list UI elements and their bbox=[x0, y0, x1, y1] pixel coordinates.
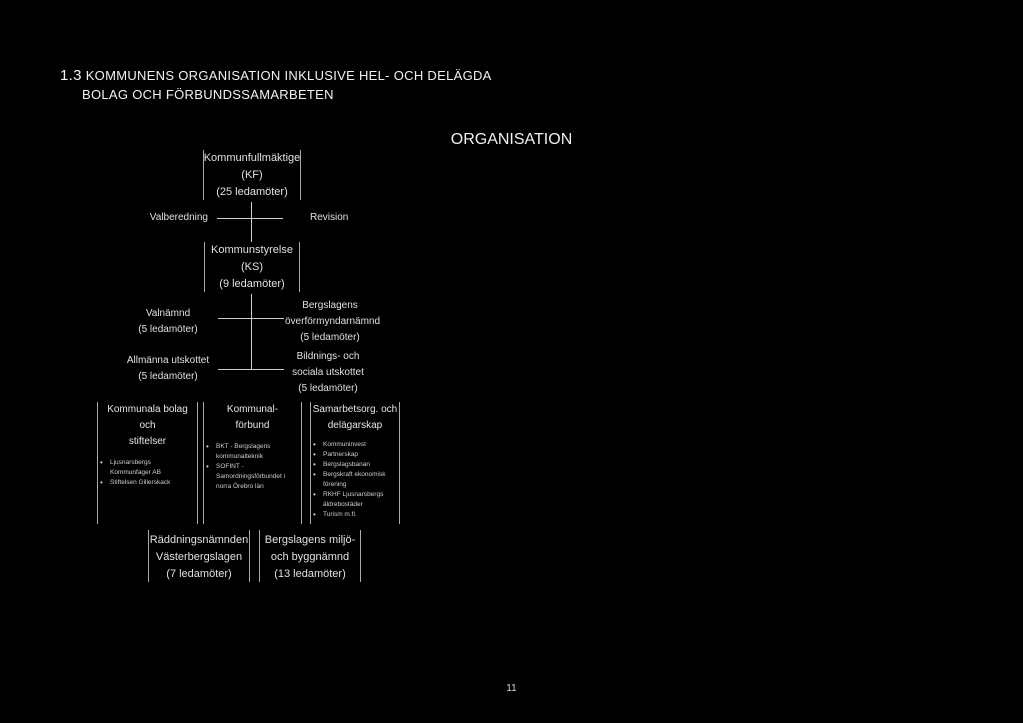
utskott-connector bbox=[218, 369, 284, 370]
list-item: • Partnerskap bbox=[311, 450, 399, 460]
list-item: • SOFINT - bbox=[204, 462, 301, 472]
list-item: äldrebostäder bbox=[323, 501, 363, 508]
kf-ks-connector bbox=[251, 202, 252, 242]
section-number: 1.3 bbox=[60, 67, 82, 84]
ks-line3: (9 ledamöter) bbox=[219, 278, 285, 290]
chart-title: ORGANISATION bbox=[450, 131, 573, 148]
overformyndar-line1: Bergslagens bbox=[302, 300, 358, 311]
bolag-title-line2: stiftelser bbox=[128, 436, 167, 447]
samarbete-list bbox=[311, 440, 399, 520]
bolag-list bbox=[98, 458, 197, 488]
raddning-line1: Räddningsnämnden bbox=[149, 534, 249, 546]
list-item: Samordningsförbundet i bbox=[216, 473, 286, 480]
raddning-line3: (7 ledamöter) bbox=[166, 568, 232, 580]
miljo-line1: Bergslagens miljö- bbox=[264, 534, 356, 546]
list-item: förening bbox=[323, 481, 347, 488]
bildning-line2: sociala utskottet bbox=[292, 367, 364, 378]
samarbete-title bbox=[311, 402, 399, 434]
forbund-title bbox=[204, 402, 301, 434]
ks-line1: Kommunstyrelse bbox=[211, 244, 293, 256]
forbund-title-line2: förbund bbox=[235, 420, 270, 431]
list-item: Kommunfager AB bbox=[110, 469, 161, 476]
section-heading bbox=[60, 66, 492, 104]
list-item: norra Örebro län bbox=[216, 483, 264, 490]
allmanna-line2: (5 ledamöter) bbox=[138, 371, 198, 382]
forbund-list bbox=[204, 442, 301, 492]
list-item: • Bergslagsbanan bbox=[311, 460, 399, 470]
kf-line3: (25 ledamöter) bbox=[216, 186, 288, 198]
valnamnd-line2: (5 ledamöter) bbox=[138, 324, 198, 335]
kf-node bbox=[203, 150, 301, 201]
samarbete-title-line2: delägarskap bbox=[327, 420, 383, 431]
list-item: • Stiftelsen Gillerskack bbox=[98, 478, 197, 488]
allmanna-line1: Allmänna utskottet bbox=[126, 355, 210, 366]
valnamnd-line1: Valnämnd bbox=[145, 308, 191, 319]
raddning-node bbox=[148, 532, 250, 583]
bolag-column bbox=[97, 402, 198, 524]
list-item: • RKHF Ljusnarsbergs bbox=[311, 490, 399, 500]
list-item: • BKT - Bergslagens bbox=[204, 442, 301, 452]
valnamnd-connector bbox=[218, 318, 284, 319]
forbund-title-line1: Kommunal- bbox=[226, 404, 279, 415]
kf-line1: Kommunfullmäktige bbox=[203, 152, 301, 164]
allmanna-node bbox=[118, 353, 218, 385]
bildning-line1: Bildnings- och bbox=[296, 351, 360, 362]
bolag-title-line1: Kommunala bolag och bbox=[107, 404, 188, 431]
ks-node bbox=[204, 242, 300, 293]
overformyndar-line2: överförmyndarnämnd bbox=[285, 316, 381, 327]
samarbete-title-line1: Samarbetsorg. och bbox=[312, 404, 398, 415]
bildning-node bbox=[286, 349, 370, 397]
ks-trunk-connector bbox=[251, 294, 252, 370]
bildning-line3: (5 ledamöter) bbox=[298, 383, 358, 394]
miljo-line2: och byggnämnd bbox=[270, 551, 350, 563]
valberedning-node: Valberedning bbox=[149, 212, 208, 223]
list-item: • Turism m.fl. bbox=[311, 510, 399, 520]
kf-line2: (KF) bbox=[241, 169, 263, 181]
ks-line2: (KS) bbox=[241, 261, 263, 273]
list-item: • Bergskraft ekonomisk bbox=[311, 470, 399, 480]
valnamnd-node bbox=[128, 306, 208, 338]
miljo-line3: (13 ledamöter) bbox=[274, 568, 346, 580]
list-item: • Ljusnarsbergs bbox=[98, 458, 197, 468]
overformyndar-node bbox=[285, 298, 381, 346]
valberedning-revision-connector bbox=[217, 218, 283, 219]
list-item: • Kommuninvest bbox=[311, 440, 399, 450]
samarbete-column bbox=[310, 402, 400, 524]
bolag-title bbox=[98, 402, 197, 450]
miljo-node bbox=[259, 532, 361, 583]
forbund-column bbox=[203, 402, 302, 524]
page-number: 11 bbox=[506, 683, 517, 694]
overformyndar-line3: (5 ledamöter) bbox=[300, 332, 360, 343]
list-item: kommunalteknik bbox=[216, 453, 263, 460]
section-heading-line2: BOLAG OCH FÖRBUNDSSAMARBETEN bbox=[82, 87, 334, 102]
section-heading-line1: KOMMUNENS ORGANISATION INKLUSIVE HEL- OCH DELÄGDA bbox=[85, 68, 492, 83]
revision-node: Revision bbox=[310, 212, 349, 223]
raddning-line2: Västerbergslagen bbox=[155, 551, 243, 563]
